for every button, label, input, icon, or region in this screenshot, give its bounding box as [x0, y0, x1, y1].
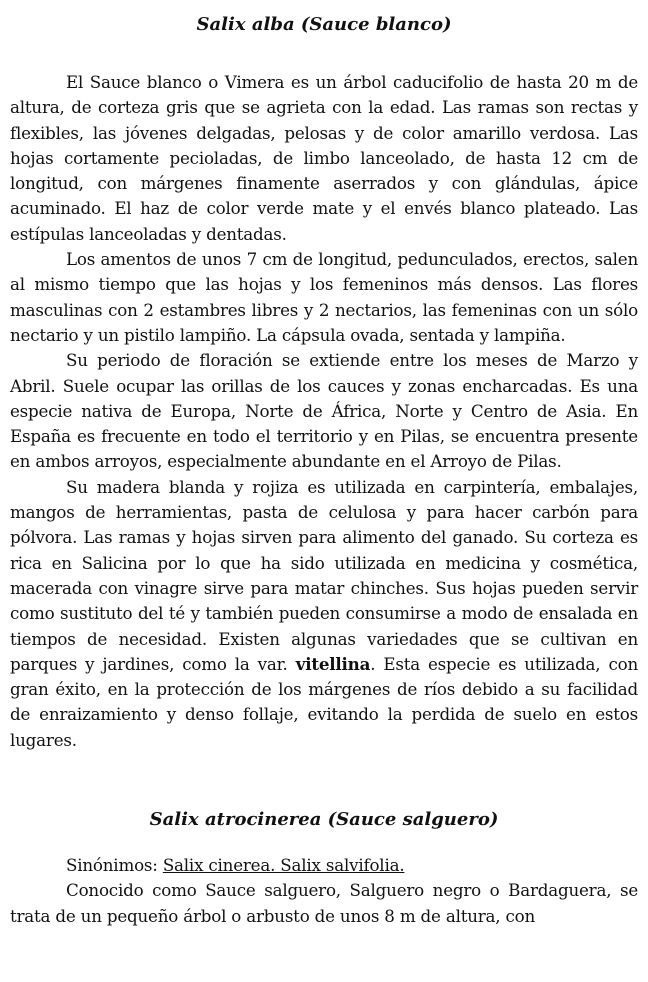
paragraph-amentos: Los amentos de unos 7 cm de longitud, pedunculados, erectos, salen al mismo tiempo que las hojas y los femeninos más densos. Las flores masculinas con 2 estambres libres y 2 nectarios, las femeninas con un sólo nectario y un pistilo lampiño. La cápsula ovada, sentada y lampiña. [10, 249, 638, 345]
paragraph-floracion: Su periodo de floración se extiende entre los meses de Marzo y Abril. Suele ocupar las orillas de los cauces y zonas encharcadas. Es una especie nativa de Europa, Norte de África, Norte y Centro de Asia. En España es frecuente en todo el territorio y en Pilas, se encuentra presente en ambos arroyos, especialmente abundante en el Arroyo de Pilas. [10, 350, 638, 472]
usos-text-after: . Esta especie es utilizada, con gran éxito, en la protección de los márgenes de ríos debido a su facilidad de enraizamiento y denso follaje, evitando la perdida de suelo en estos lugares. [10, 653, 638, 750]
section-title-salix-alba: Salix alba (Sauce blanco) [196, 14, 452, 35]
paragraph-salguero: Conocido como Sauce salguero, Salguero negro o Bardaguera, se trata de un pequeño árbol o arbusto de unos 8 m de altura, con [10, 880, 638, 926]
variety-name: vitellina [295, 653, 371, 674]
paragraph-synonyms [10, 853, 638, 878]
synonyms-value: Salix cinerea. Salix salvifolia. [162, 855, 405, 876]
synonyms-label: Sinónimos: [66, 855, 163, 876]
usos-text-before: Su madera blanda y rojiza es utilizada en carpintería, embalajes, mangos de herramientas, pasta de celulosa y para hacer carbón para pólvora. Las ramas y hojas sirven para alimento del ganado. Su corteza es rica en Salicina por lo que ha sido utilizada en medicina y cosmética, macerada con vinagre sirve para matar chinches. Sus hojas pueden servir como sustituto del té y también pueden consumirse a modo de ensalada en tiempos de necesidad. Existen algunas variedades que se cultivan en parques y jardines, como la var. [10, 476, 638, 674]
paragraph-usos [10, 475, 638, 753]
section-title-salix-atrocinerea: Salix atrocinerea (Sauce salguero) [149, 809, 499, 831]
paragraph-description: El Sauce blanco o Vimera es un árbol caducifolio de hasta 20 m de altura, de corteza gris que se agrieta con la edad. Las ramas son rectas y flexibles, las jóvenes delgadas, pelosas y de color amarillo verdosa. Las hojas cortamente pecioladas, de limbo lanceolado, de hasta 12 cm de longitud, con márgenes finamente aserrados y con glándulas, ápice acuminado. El haz de color verde mate y el envés blanco plateado. Las estípulas lanceoladas y dentadas. [10, 72, 638, 244]
